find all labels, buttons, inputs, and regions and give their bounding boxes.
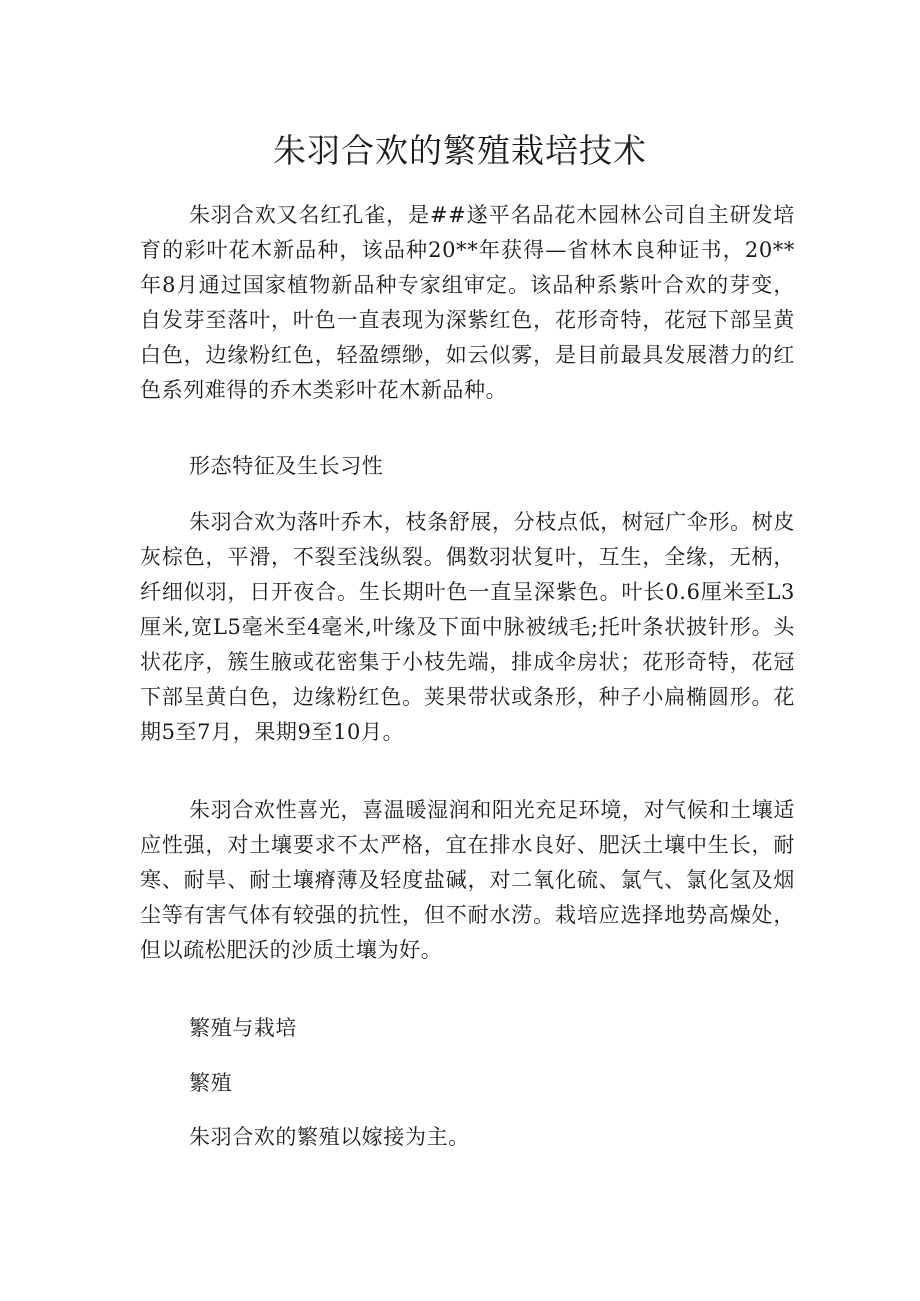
section-heading-propagation-cultivation: 繁殖与栽培 xyxy=(189,1016,297,1040)
document-title: 朱羽合欢的繁殖栽培技术 xyxy=(273,131,647,170)
subsection-heading-propagation: 繁殖 xyxy=(189,1071,233,1095)
intro-paragraph: 朱羽合欢又名红孔雀，是##遂平名品花木园林公司自主研发培育的彩叶花木新品种，该品种20**年获得—省林木良种证书，20**年8月通过国家植物新品种专家组审定。该品种系紫叶合欢的芽变，自发芽至落叶，叶色一直表现为深紫红色，花形奇特，花冠下部呈黄白色，边缘粉红色，轻盈缥缈，如云似雾，是目前最具发展潜力的红色系列难得的乔木类彩叶花木新品种。 xyxy=(140,203,795,402)
propagation-paragraph: 朱羽合欢的繁殖以嫁接为主。 xyxy=(189,1125,470,1149)
habit-paragraph: 朱羽合欢性喜光，喜温暖湿润和阳光充足环境，对气候和土壤适应性强，对土壤要求不太严格，宜在排水良好、肥沃土壤中生长，耐寒、耐旱、耐土壤瘠薄及轻度盐碱，对二氧化硫、氯气、氯化氢及烟尘等有害气体有较强的抗性，但不耐水涝。栽培应选择地势高燥处，但以疏松肥沃的沙质土壤为好。 xyxy=(140,798,795,962)
section-heading-morphology: 形态特征及生长习性 xyxy=(189,454,384,478)
morphology-paragraph: 朱羽合欢为落叶乔木，枝条舒展，分枝点低，树冠广伞形。树皮灰棕色，平滑，不裂至浅纵裂。偶数羽状复叶，互生，全缘，无柄，纤细似羽，日开夜合。生长期叶色一直呈深紫色。叶长0.6厘米至L3厘米,宽L5毫米至4毫米,叶缘及下面中脉被绒毛;托叶条状披针形。头状花序，簇生腋或花密集于小枝先端，排成伞房状；花形奇特，花冠下部呈黄白色，边缘粉红色。荚果带状或条形，种子小扁椭圆形。花期5至7月，果期9至10月。 xyxy=(140,510,795,744)
